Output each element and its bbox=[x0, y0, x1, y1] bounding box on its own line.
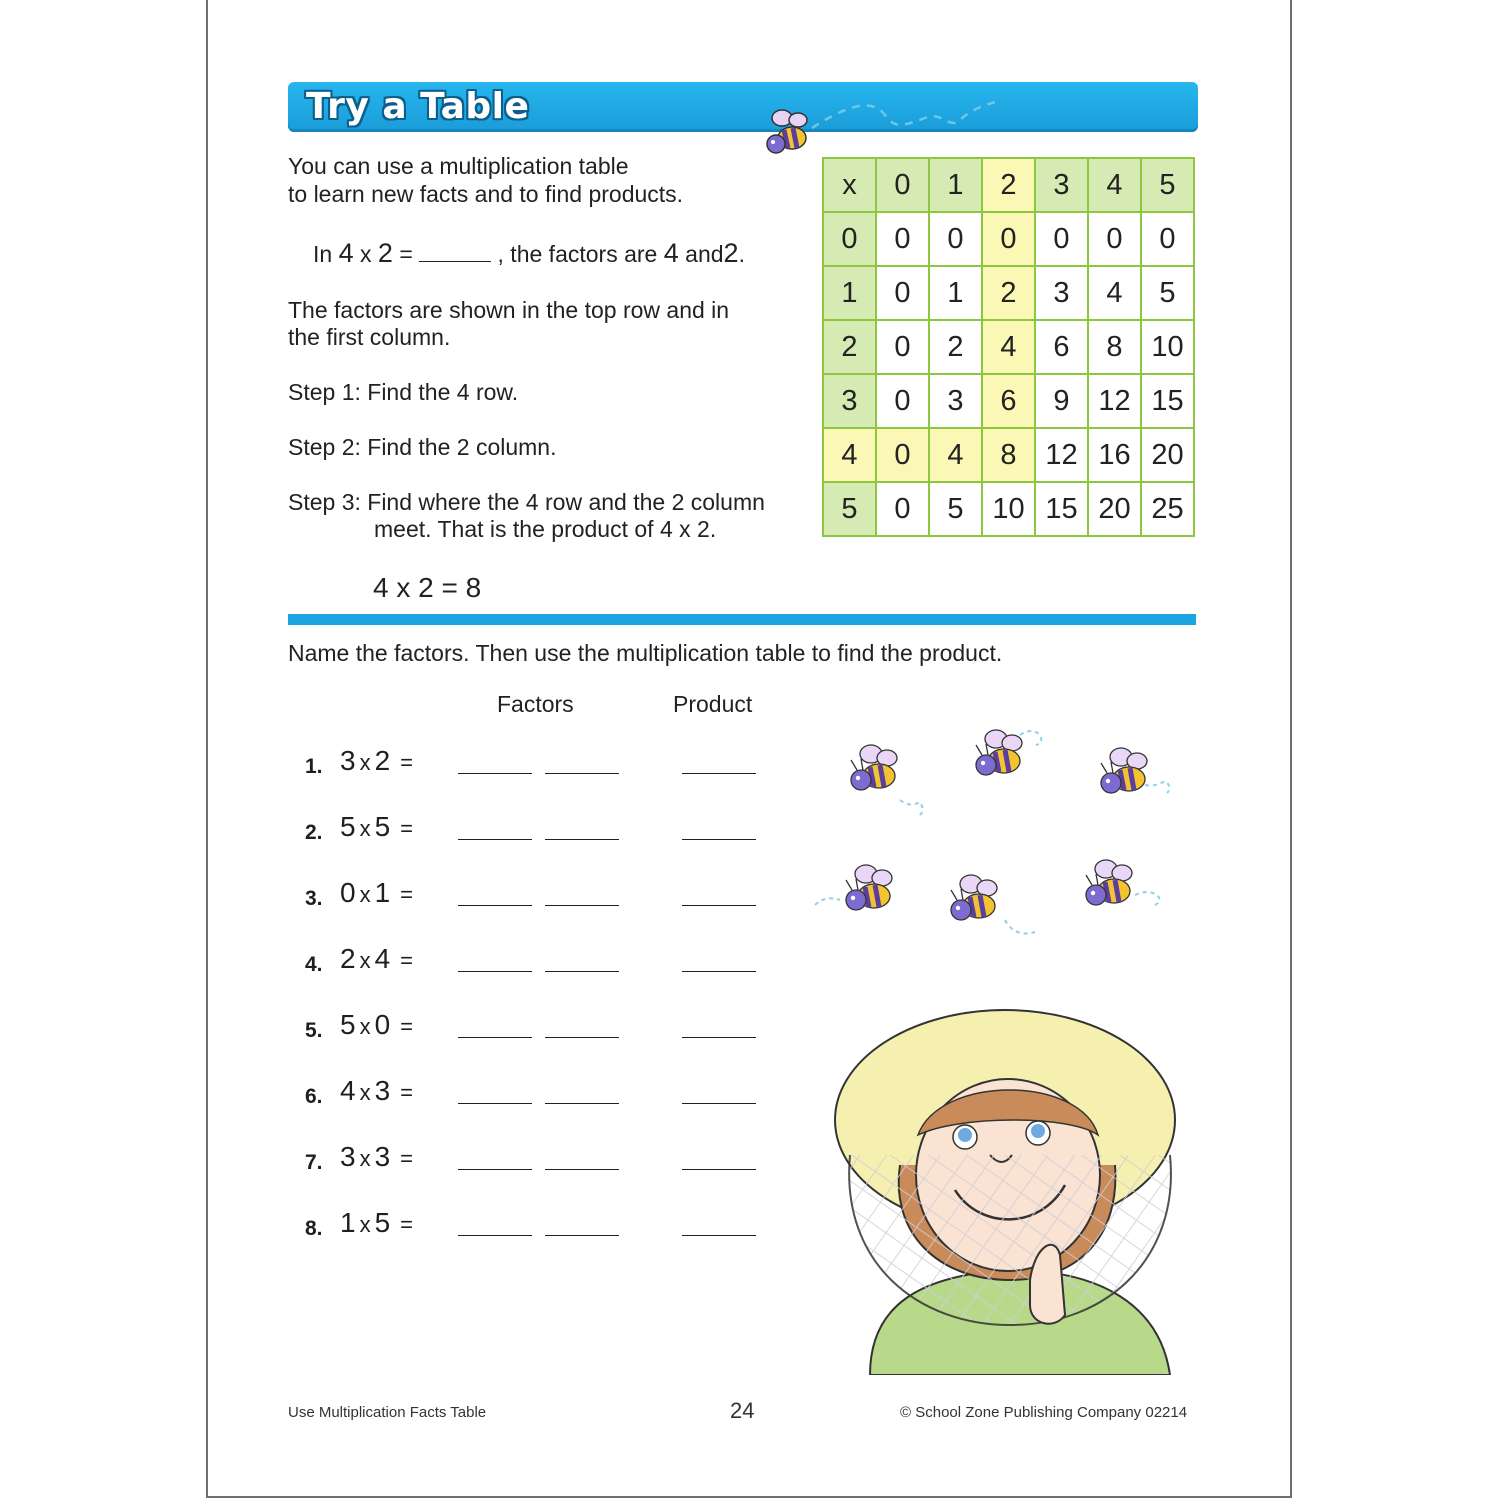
equals-sign: = bbox=[400, 948, 414, 973]
times-sign: x bbox=[359, 816, 371, 841]
table-row-factor: 1 bbox=[823, 266, 876, 320]
exercise-number: 6. bbox=[305, 1085, 323, 1108]
table-cell: 10 bbox=[1141, 320, 1194, 374]
factor-a: 2 bbox=[340, 943, 356, 974]
table-row bbox=[823, 266, 1194, 320]
table-cell: 0 bbox=[876, 266, 929, 320]
table-row-factor: 5 bbox=[823, 482, 876, 536]
table-cell: 0 bbox=[1035, 212, 1088, 266]
table-cell: 8 bbox=[1088, 320, 1141, 374]
exercise-item bbox=[0, 877, 800, 917]
exercise-equation bbox=[340, 1207, 417, 1239]
table-cell: 0 bbox=[876, 482, 929, 536]
exercise-number: 5. bbox=[305, 1019, 323, 1042]
factor-a: 0 bbox=[340, 877, 356, 908]
times-sign: x bbox=[359, 1014, 371, 1039]
factor-b: 2 bbox=[374, 745, 391, 776]
factor-b: 1 bbox=[374, 877, 391, 908]
table-cell: 3 bbox=[929, 374, 982, 428]
footer-copyright: © School Zone Publishing Company 02214 bbox=[900, 1404, 1188, 1421]
factors-line-1: The factors are shown in the top row and in bbox=[288, 297, 730, 323]
equals-sign: = bbox=[400, 816, 414, 841]
table-column-factor: 1 bbox=[929, 158, 982, 212]
factor-2-blank[interactable] bbox=[545, 839, 619, 840]
factor-a: 4 bbox=[340, 1075, 356, 1106]
product-blank[interactable] bbox=[682, 839, 756, 840]
table-cell: 5 bbox=[1141, 266, 1194, 320]
table-column-factor: 0 bbox=[876, 158, 929, 212]
table-column-factor: 5 bbox=[1141, 158, 1194, 212]
factor-2-blank[interactable] bbox=[545, 1103, 619, 1104]
exercise-number: 1. bbox=[305, 755, 323, 778]
worked-answer: 4 x 2 = 8 bbox=[373, 572, 482, 603]
table-cell: 0 bbox=[929, 212, 982, 266]
equals-sign: = bbox=[400, 1146, 414, 1171]
step-1: Step 1: Find the 4 row. bbox=[288, 379, 519, 405]
table-cell: 0 bbox=[1141, 212, 1194, 266]
multiplication-table bbox=[822, 157, 1195, 537]
exercise-instruction: Name the factors. Then use the multiplication table to find the product. bbox=[288, 640, 1003, 666]
step-3-line-1: Step 3: Find where the 4 row and the 2 column bbox=[288, 489, 765, 515]
table-cell: 8 bbox=[982, 428, 1035, 482]
factor-a: 1 bbox=[340, 1207, 356, 1238]
example-factor-a: 4 bbox=[338, 238, 354, 268]
exercise-number: 7. bbox=[305, 1151, 323, 1174]
example-and: and bbox=[685, 241, 724, 267]
exercise-item bbox=[0, 1009, 800, 1049]
factor-b: 3 bbox=[374, 1141, 391, 1172]
factor-1-blank[interactable] bbox=[458, 773, 532, 774]
exercise-item bbox=[0, 1075, 800, 1115]
equals-sign: = bbox=[400, 750, 414, 775]
table-cell: 15 bbox=[1141, 374, 1194, 428]
factor-1-blank[interactable] bbox=[458, 1169, 532, 1170]
times-sign: x bbox=[359, 1212, 371, 1237]
table-column-factor: 4 bbox=[1088, 158, 1141, 212]
table-cell: 2 bbox=[929, 320, 982, 374]
example-text: , the factors are bbox=[497, 241, 658, 267]
table-cell: 25 bbox=[1141, 482, 1194, 536]
factors-line-2: the first column. bbox=[288, 324, 451, 350]
table-cell: 16 bbox=[1088, 428, 1141, 482]
factor-b: 4 bbox=[374, 943, 391, 974]
table-cell: 10 bbox=[982, 482, 1035, 536]
factor-a: 5 bbox=[340, 1009, 356, 1040]
example-f2: 2 bbox=[723, 238, 739, 268]
factor-b: 5 bbox=[374, 1207, 391, 1238]
factor-2-blank[interactable] bbox=[545, 1169, 619, 1170]
product-blank[interactable] bbox=[682, 773, 756, 774]
exercise-item bbox=[0, 943, 800, 983]
factor-1-blank[interactable] bbox=[458, 1235, 532, 1236]
page-title: Try a Table bbox=[306, 86, 530, 127]
factor-b: 5 bbox=[374, 811, 391, 842]
times-sign: x bbox=[359, 750, 371, 775]
table-cell: 0 bbox=[876, 374, 929, 428]
factor-1-blank[interactable] bbox=[458, 905, 532, 906]
table-cell: 9 bbox=[1035, 374, 1088, 428]
times-sign: x bbox=[359, 948, 371, 973]
exercise-number: 8. bbox=[305, 1217, 323, 1240]
table-cell: 12 bbox=[1088, 374, 1141, 428]
page-number: 24 bbox=[730, 1398, 755, 1423]
table-row-factor: 0 bbox=[823, 212, 876, 266]
bee-icon bbox=[760, 104, 820, 160]
factor-1-blank[interactable] bbox=[458, 1037, 532, 1038]
table-cell: 4 bbox=[1088, 266, 1141, 320]
exercise-number: 3. bbox=[305, 887, 323, 910]
table-cell: 2 bbox=[982, 266, 1035, 320]
factor-2-blank[interactable] bbox=[545, 1037, 619, 1038]
product-blank[interactable] bbox=[682, 905, 756, 906]
factor-a: 3 bbox=[340, 1141, 356, 1172]
table-cell: 15 bbox=[1035, 482, 1088, 536]
step-3-line-2: meet. That is the product of 4 x 2. bbox=[374, 516, 717, 542]
factor-a: 5 bbox=[340, 811, 356, 842]
exercise-item bbox=[0, 811, 800, 851]
factor-1-blank[interactable] bbox=[458, 839, 532, 840]
product-column-header: Product bbox=[673, 691, 753, 717]
table-row bbox=[823, 482, 1194, 536]
factor-1-blank[interactable] bbox=[458, 1103, 532, 1104]
example-times: x bbox=[360, 241, 372, 267]
exercise-equation bbox=[340, 1075, 417, 1107]
times-sign: x bbox=[359, 1146, 371, 1171]
table-row-factor: 2 bbox=[823, 320, 876, 374]
factor-b: 0 bbox=[374, 1009, 391, 1040]
exercise-item bbox=[0, 1207, 800, 1247]
table-row bbox=[823, 320, 1194, 374]
table-row bbox=[823, 428, 1194, 482]
factor-2-blank[interactable] bbox=[545, 971, 619, 972]
table-cell: 20 bbox=[1141, 428, 1194, 482]
exercise-equation bbox=[340, 745, 417, 777]
step-2: Step 2: Find the 2 column. bbox=[288, 434, 557, 460]
intro-line-2: to learn new facts and to find products. bbox=[288, 181, 684, 207]
example-prefix: In bbox=[313, 241, 333, 267]
bees-illustration bbox=[805, 715, 1200, 955]
factor-2-blank[interactable] bbox=[545, 773, 619, 774]
table-cell: 20 bbox=[1088, 482, 1141, 536]
table-cell: 1 bbox=[929, 266, 982, 320]
product-blank[interactable] bbox=[682, 1103, 756, 1104]
exercise-equation bbox=[340, 877, 417, 909]
table-corner-cell: x bbox=[823, 158, 876, 212]
exercise-equation bbox=[340, 1009, 417, 1041]
table-row-factor: 3 bbox=[823, 374, 876, 428]
exercise-item bbox=[0, 1141, 800, 1181]
exercise-item bbox=[0, 745, 800, 785]
table-cell: 4 bbox=[982, 320, 1035, 374]
intro-line-1: You can use a multiplication table bbox=[288, 153, 629, 179]
footer-topic: Use Multiplication Facts Table bbox=[288, 1404, 487, 1421]
product-blank[interactable] bbox=[682, 1037, 756, 1038]
table-cell: 5 bbox=[929, 482, 982, 536]
equals-sign: = bbox=[400, 882, 414, 907]
product-blank[interactable] bbox=[682, 971, 756, 972]
table-cell: 3 bbox=[1035, 266, 1088, 320]
table-cell: 0 bbox=[876, 320, 929, 374]
table-cell: 4 bbox=[929, 428, 982, 482]
equals-sign: = bbox=[400, 1080, 414, 1105]
table-column-factor: 3 bbox=[1035, 158, 1088, 212]
factor-1-blank[interactable] bbox=[458, 971, 532, 972]
equals-sign: = bbox=[400, 1212, 414, 1237]
equals-sign: = bbox=[400, 1014, 414, 1039]
factor-a: 3 bbox=[340, 745, 356, 776]
example-sentence bbox=[313, 239, 745, 268]
table-cell: 6 bbox=[982, 374, 1035, 428]
example-factor-b: 2 bbox=[377, 238, 393, 268]
example-period: . bbox=[738, 241, 745, 267]
times-sign: x bbox=[359, 1080, 371, 1105]
exercise-equation bbox=[340, 943, 417, 975]
child-with-net-illustration bbox=[830, 1005, 1200, 1375]
product-blank[interactable] bbox=[682, 1169, 756, 1170]
product-blank[interactable] bbox=[682, 1235, 756, 1236]
exercise-equation bbox=[340, 1141, 417, 1173]
table-cell: 0 bbox=[876, 428, 929, 482]
factor-2-blank[interactable] bbox=[545, 905, 619, 906]
exercise-number: 2. bbox=[305, 821, 323, 844]
table-cell: 6 bbox=[1035, 320, 1088, 374]
table-row bbox=[823, 212, 1194, 266]
table-row bbox=[823, 374, 1194, 428]
factor-b: 3 bbox=[374, 1075, 391, 1106]
times-sign: x bbox=[359, 882, 371, 907]
section-divider bbox=[288, 614, 1196, 625]
example-equals: = bbox=[399, 241, 413, 267]
factor-2-blank[interactable] bbox=[545, 1235, 619, 1236]
table-row-factor: 4 bbox=[823, 428, 876, 482]
table-cell: 0 bbox=[876, 212, 929, 266]
table-header-row bbox=[823, 158, 1194, 212]
factors-column-header: Factors bbox=[497, 691, 574, 717]
table-cell: 0 bbox=[982, 212, 1035, 266]
table-column-factor: 2 bbox=[982, 158, 1035, 212]
table-cell: 12 bbox=[1035, 428, 1088, 482]
example-f1: 4 bbox=[663, 238, 679, 268]
exercise-equation bbox=[340, 811, 417, 843]
example-blank bbox=[419, 243, 491, 262]
table-cell: 0 bbox=[1088, 212, 1141, 266]
exercise-number: 4. bbox=[305, 953, 323, 976]
